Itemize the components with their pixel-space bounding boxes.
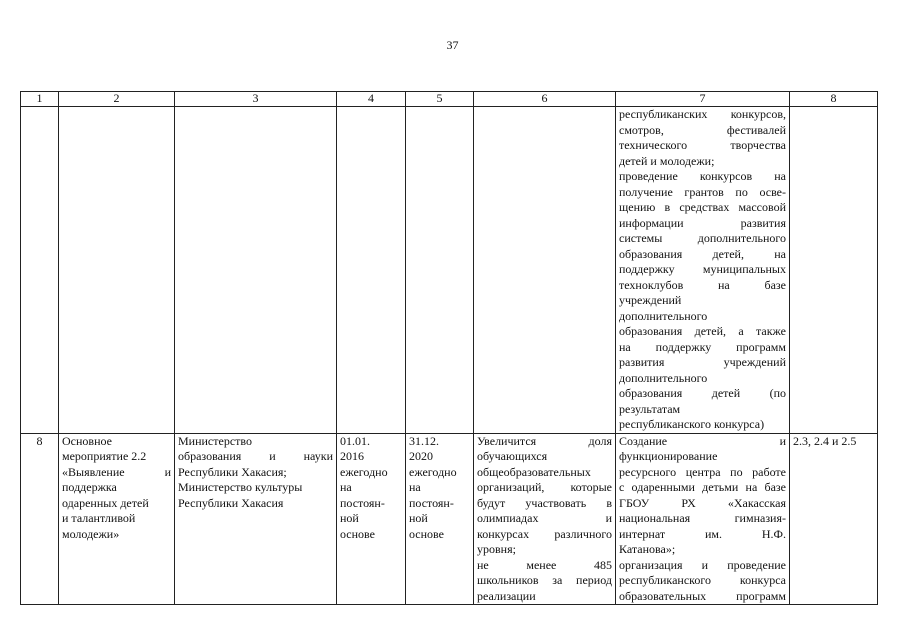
cell-line: постоян- bbox=[340, 495, 385, 510]
cell-line: Министерство bbox=[178, 433, 252, 448]
cell-line: Создание и bbox=[619, 433, 786, 448]
header-cell: 8 bbox=[790, 92, 878, 107]
cell-line: ресурсного центра по работе bbox=[619, 464, 786, 479]
cell-line: функционирование bbox=[619, 449, 718, 463]
header-cell: 1 bbox=[21, 92, 59, 107]
cell-line: республиканского конкурса bbox=[619, 573, 786, 587]
cell-line: образовательных программ bbox=[619, 588, 786, 603]
cell-line: поддержка bbox=[62, 480, 117, 494]
cell-line: Республики Хакасия; bbox=[178, 464, 287, 479]
table-cell bbox=[406, 107, 474, 434]
header-cell: 6 bbox=[474, 92, 616, 107]
cell-line: постоян- bbox=[409, 495, 454, 510]
table-cell bbox=[21, 107, 59, 434]
cell-line: образования детей, а также bbox=[619, 324, 786, 338]
cell-line: на поддержку программ bbox=[619, 339, 786, 354]
cell-line: 31.12. bbox=[409, 433, 439, 448]
measures-cell bbox=[616, 433, 790, 605]
cell-line: Увеличится доля bbox=[477, 433, 612, 448]
cell-line: «Выявление и bbox=[62, 464, 171, 479]
cell-line: ной bbox=[340, 511, 359, 525]
indicator-ref-cell: 2.3, 2.4 и 2.5 bbox=[790, 433, 878, 605]
cell-line: молодежи» bbox=[62, 526, 120, 541]
cell-line: дополнительного bbox=[619, 370, 708, 385]
cell-line: республиканского конкурса) bbox=[619, 417, 765, 431]
cell-line: на bbox=[340, 480, 352, 494]
table-cell bbox=[790, 107, 878, 434]
cell-line: Республики Хакасия bbox=[178, 495, 284, 510]
cell-line: детей и молодежи; bbox=[619, 153, 715, 168]
table-cell bbox=[337, 107, 406, 434]
cell-line: на bbox=[409, 480, 421, 494]
cell-line: мероприятие 2.2 bbox=[62, 449, 147, 463]
header-cell: 4 bbox=[337, 92, 406, 107]
cell-line: обучающихся bbox=[477, 449, 548, 463]
cell-line: с одаренными детьми на базе bbox=[619, 480, 786, 494]
cell-line: проведение конкурсов на bbox=[619, 169, 786, 183]
cell-line: смотров, фестивалей bbox=[619, 122, 786, 137]
cell-line: общеобразовательных bbox=[477, 464, 591, 479]
table-header-row bbox=[21, 92, 878, 107]
table-cell bbox=[59, 107, 175, 434]
cell-line: технического творчества bbox=[619, 138, 786, 152]
header-cell: 7 bbox=[616, 92, 790, 107]
cell-line: уровня; bbox=[477, 542, 516, 556]
activity-name-cell bbox=[59, 433, 175, 605]
start-date-cell bbox=[337, 433, 406, 605]
expected-result-cell bbox=[474, 433, 616, 605]
header-cell: 5 bbox=[406, 92, 474, 107]
cell-line: и талантливой bbox=[62, 511, 136, 525]
executor-cell bbox=[175, 433, 337, 605]
cell-line: Катанова»; bbox=[619, 542, 676, 556]
cell-line: получение грантов по осве- bbox=[619, 184, 786, 199]
cell-line: поддержку муниципальных bbox=[619, 262, 786, 276]
table-row-8 bbox=[21, 433, 878, 605]
header-cell: 3 bbox=[175, 92, 337, 107]
cell-line: олимпиадах и bbox=[477, 511, 612, 525]
cell-line: одаренных детей bbox=[62, 495, 149, 510]
cell-line: образования детей (по bbox=[619, 386, 786, 400]
table-cell bbox=[175, 107, 337, 434]
cell-line: не менее 485 bbox=[477, 557, 612, 572]
row-number-cell: 8 bbox=[21, 433, 59, 605]
cell-line: 2020 bbox=[409, 449, 433, 463]
program-table bbox=[20, 91, 878, 605]
cell-line: образования детей, на bbox=[619, 246, 786, 261]
cell-line: ежегодно bbox=[340, 464, 388, 479]
cell-line: системы дополнительного bbox=[619, 231, 786, 245]
cell-line: Основное bbox=[62, 433, 112, 448]
cell-line: интернат им. Н.Ф. bbox=[619, 526, 786, 541]
cell-line: Министерство культуры bbox=[178, 480, 303, 494]
cell-line: реализации bbox=[477, 588, 536, 603]
cell-line: национальная гимназия- bbox=[619, 511, 786, 525]
cell-line: учреждений bbox=[619, 293, 682, 307]
cell-line: организация и проведение bbox=[619, 557, 786, 572]
cell-line: ной bbox=[409, 511, 428, 525]
end-date-cell bbox=[406, 433, 474, 605]
cell-line: конкурсах различного bbox=[477, 526, 612, 541]
cell-line: 2016 bbox=[340, 449, 364, 463]
cell-line: будут участвовать в bbox=[477, 495, 612, 510]
cell-line: результатам bbox=[619, 401, 681, 416]
cell-line: щению в средствах массовой bbox=[619, 200, 786, 214]
cell-line: основе bbox=[340, 526, 375, 541]
cell-line: школьников за период bbox=[477, 573, 612, 587]
cell-line: ежегодно bbox=[409, 464, 457, 479]
table-cell bbox=[474, 107, 616, 434]
cell-line: образования и науки bbox=[178, 449, 333, 463]
cell-line: республиканских конкурсов, bbox=[619, 107, 786, 121]
cell-line: основе bbox=[409, 526, 444, 541]
cell-line: информации развития bbox=[619, 215, 786, 230]
page-number: 37 bbox=[446, 38, 459, 52]
cell-line: ГБОУ РХ «Хакасская bbox=[619, 495, 786, 510]
cell-line: техноклубов на базе bbox=[619, 277, 786, 292]
table-row-continued bbox=[21, 107, 878, 434]
cell-line: организаций, которые bbox=[477, 480, 612, 494]
header-cell: 2 bbox=[59, 92, 175, 107]
cell-line: дополнительного bbox=[619, 308, 708, 323]
cell-line: 01.01. bbox=[340, 433, 370, 448]
measures-cell bbox=[616, 107, 790, 434]
cell-line: развития учреждений bbox=[619, 355, 786, 369]
